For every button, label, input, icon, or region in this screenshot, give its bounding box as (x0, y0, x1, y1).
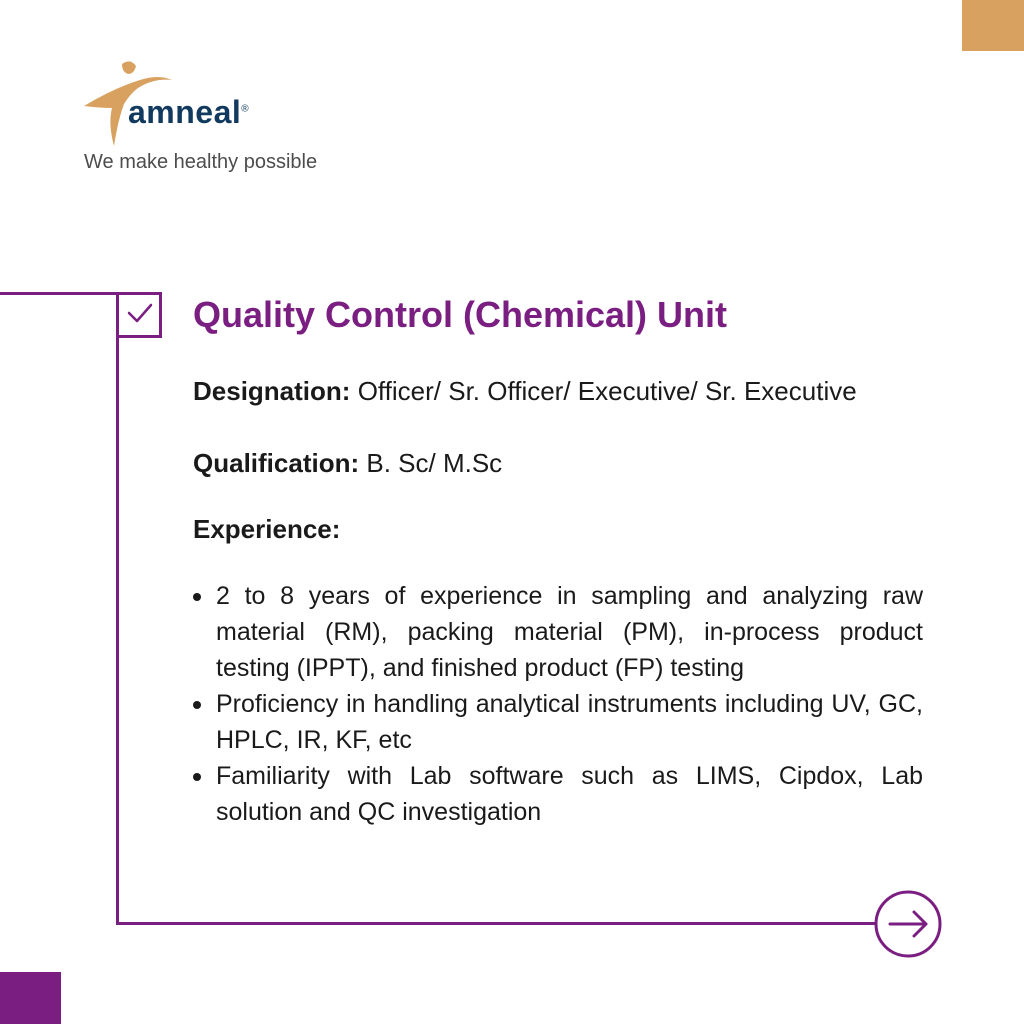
list-item: 2 to 8 years of experience in sampling and analyzing raw material (RM), packing material (PM), in-process product testing (IPPT), and finished product (FP) testing (193, 578, 923, 686)
qualification-row (193, 448, 502, 479)
corner-accent-bottom (0, 972, 61, 1024)
check-icon (119, 295, 159, 335)
brand-tagline: We make healthy possible (84, 151, 318, 173)
next-button[interactable] (874, 890, 942, 958)
designation-row (193, 376, 857, 407)
qualification-label: Qualification: (193, 448, 360, 478)
experience-list (193, 578, 923, 830)
designation-value: Officer/ Sr. Officer/ Executive/ Sr. Executive (357, 376, 857, 406)
list-item: Familiarity with Lab software such as LIMS, Cipdox, Lab solution and QC investigation (193, 758, 923, 830)
frame-line-bottom (116, 922, 876, 925)
brand-logo (84, 58, 314, 150)
experience-label: Experience: (193, 514, 341, 544)
checkbox (116, 292, 162, 338)
list-item: Proficiency in handling analytical instruments including UV, GC, HPLC, IR, KF, etc (193, 686, 923, 758)
frame-line-left (116, 292, 119, 925)
experience-heading (193, 514, 340, 545)
brand-wordmark: amneal® (128, 94, 250, 130)
job-title: Quality Control (Chemical) Unit (193, 294, 728, 335)
arrow-right-icon (874, 890, 942, 958)
qualification-value: B. Sc/ M.Sc (366, 448, 503, 478)
frame-line-top (0, 292, 118, 295)
corner-accent-top (962, 0, 1024, 51)
designation-label: Designation: (193, 376, 351, 406)
